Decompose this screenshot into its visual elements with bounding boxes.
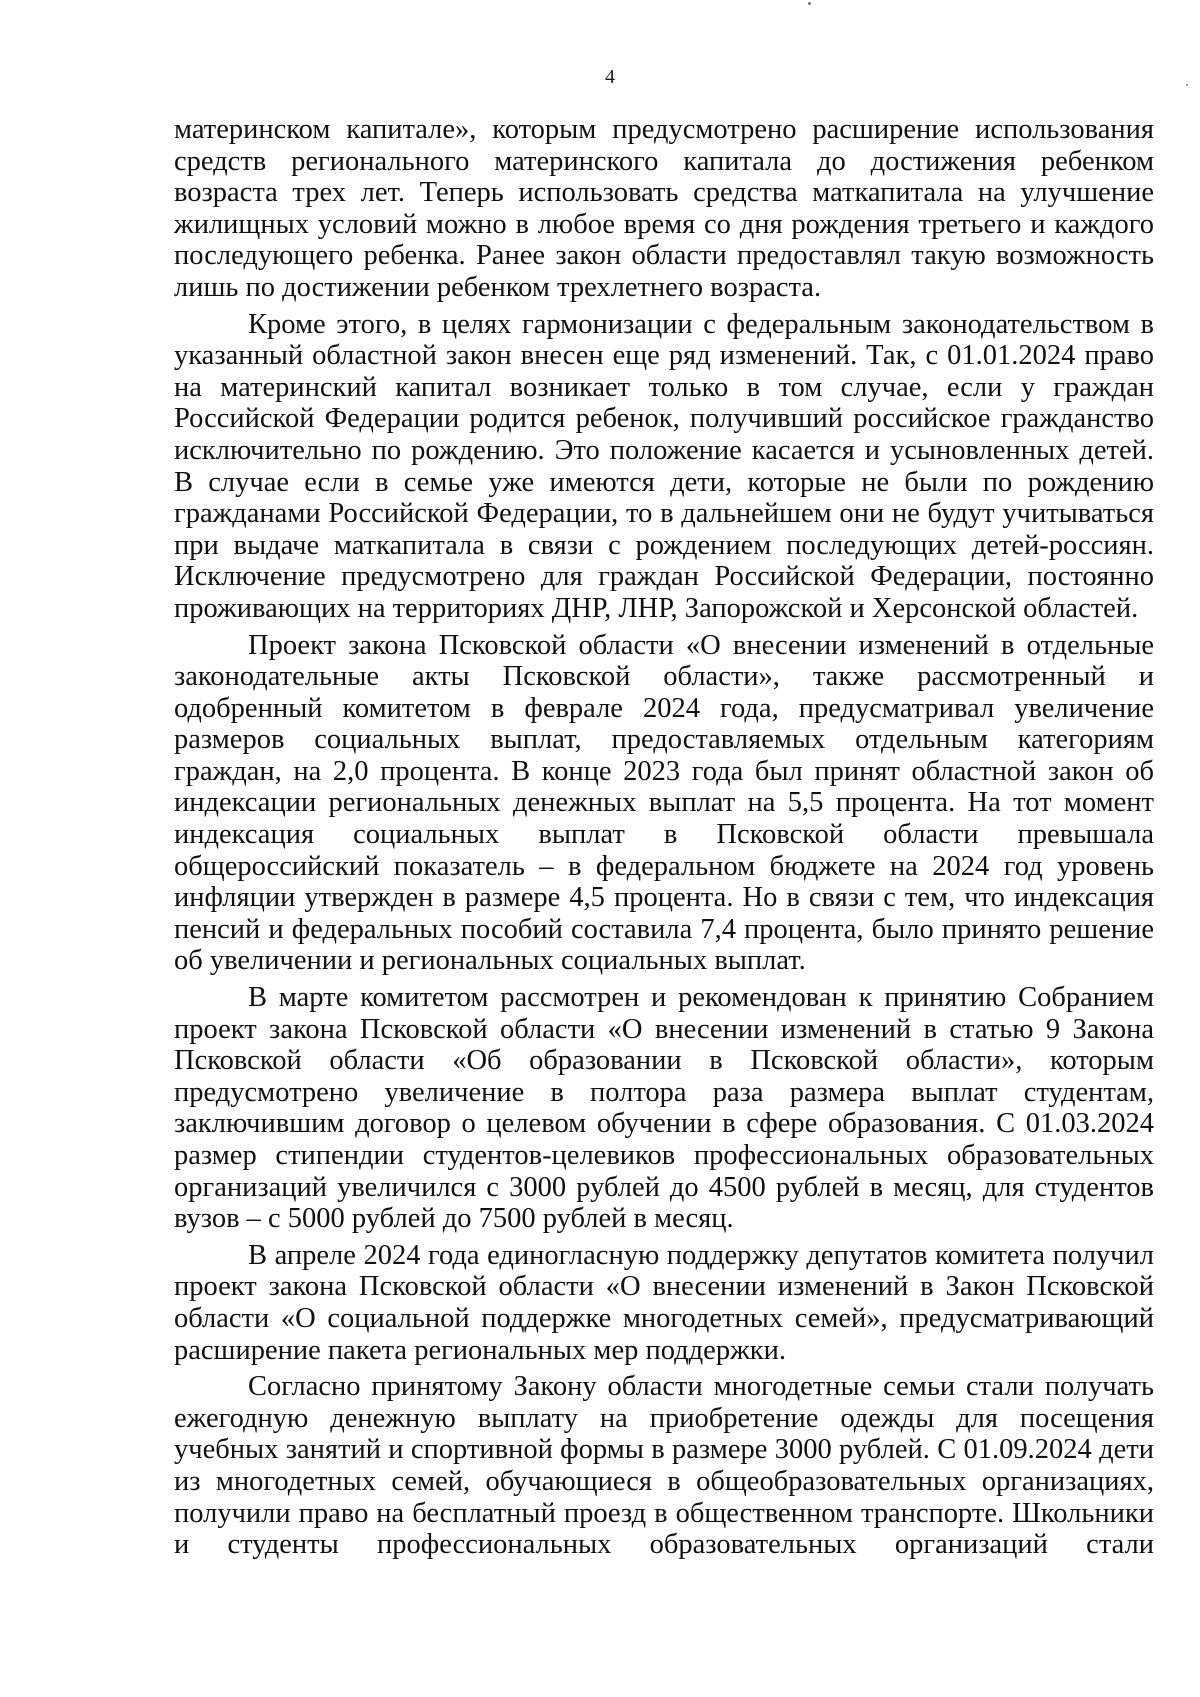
paragraph-5: В апреле 2024 года единогласную поддержку депутатов комитета получил проект закона Псковской области «О внесении изменений в Закон Псковской области «О социальной поддержке многодетных семей», предусматривающий расширение пакета региональных мер поддержки. — [174, 1239, 1154, 1366]
scan-speck — [808, 2, 811, 5]
paragraph-6: Согласно принятому Закону области многодетные семьи стали получать ежегодную денежную выплату на приобретение одежды для посещения учебных занятий и спортивной формы в размере 3000 рублей. С 01.09.2024 дети из многодетных семей, обучающиеся в общеобразовательных организациях, получили право на бесплатный проезд в общественном транспорте. Школьники и студенты профессиональных образовательных организаций стали — [174, 1371, 1154, 1561]
paragraph-2: Кроме этого, в целях гармонизации с федеральным законодательством в указанный областной закон внесен еще ряд изменений. Так, с 01.01.2024 право на материнский капитал возникает только в том случае, если у граждан Российской Федерации родится ребенок, получивший российское гражданство исключительно по рождению. Это положение касается и усыновленных детей. В случае если в семье уже имеются дети, которые не были по рождению гражданами Российской Федерации, то в дальнейшем они не будут учитываться при выдаче маткапитала в связи с рождением последующих детей-россиян. Исключение предусмотрено для граждан Российской Федерации, постоянно проживающих на территориях ДНР, ЛНР, Запорожской и Херсонской областей. — [174, 308, 1154, 624]
paragraph-3: Проект закона Псковской области «О внесении изменений в отдельные законодательные акты Псковской области», также рассмотренный и одобренный комитетом в феврале 2024 года, предусматривал увеличение размеров социальных выплат, предоставляемых отдельным категориям граждан, на 2,0 процента. В конце 2023 года был принят областной закон об индексации региональных денежных выплат на 5,5 процента. На тот момент индексация социальных выплат в Псковской области превышала общероссийский показатель – в федеральном бюджете на 2024 год уровень инфляции утвержден в размере 4,5 процента. Но в связи с тем, что индексация пенсий и федеральных пособий составила 7,4 процента, было принято решение об увеличении и региональных социальных выплат. — [174, 629, 1154, 977]
document-body — [174, 114, 1154, 1561]
page-number: 4 — [605, 66, 615, 88]
paragraph-4: В марте комитетом рассмотрен и рекомендован к принятию Собранием проект закона Псковской области «О внесении изменений в статью 9 Закона Псковской области «Об образовании в Псковской области», которым предусмотрено увеличение в полтора раза размера выплат студентам, заключившим договор о целевом обучении в сфере образования. С 01.03.2024 размер стипендии студентов-целевиков профессиональных образовательных организаций увеличился с 3000 рублей до 4500 рублей в месяц, для студентов вузов – с 5000 рублей до 7500 рублей в месяц. — [174, 982, 1154, 1235]
paragraph-1: материнском капитале», которым предусмотрено расширение использования средств регионального материнского капитала до достижения ребенком возраста трех лет. Теперь использовать средства маткапитала на улучшение жилищных условий можно в любое время со дня рождения третьего и каждого последующего ребенка. Ранее закон области предоставлял такую возможность лишь по достижении ребенком трехлетнего возраста. — [174, 114, 1154, 303]
